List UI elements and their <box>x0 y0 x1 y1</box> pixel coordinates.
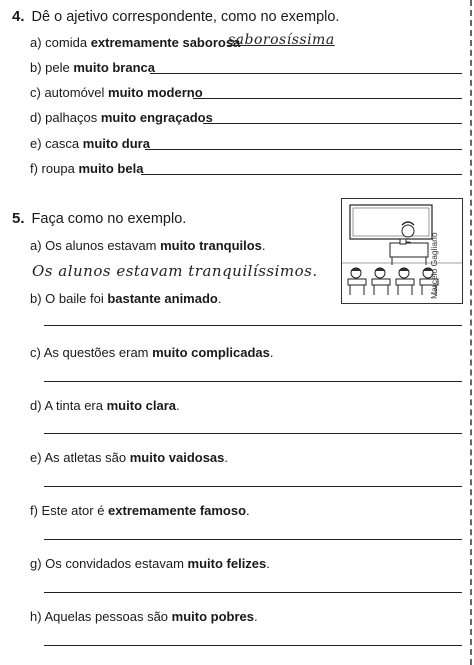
classroom-drawing-icon <box>342 199 462 303</box>
illustration-credit: Marcelo Gagliano <box>429 232 439 299</box>
q5-item-h-prefix: h) Aquelas pessoas são <box>30 609 169 624</box>
q5-item-b <box>30 291 221 306</box>
q5-item-e-prefix: e) As atletas são <box>30 450 127 465</box>
q5-item-h-suffix: . <box>254 609 258 624</box>
question-4-title <box>12 8 339 25</box>
q4-item-b-answer-line[interactable] <box>150 73 462 74</box>
q5-item-a-bold: muito tranquilos <box>160 238 262 253</box>
q4-item-e-answer-line[interactable] <box>145 149 462 150</box>
q5-item-h-answer-line[interactable] <box>44 645 462 646</box>
q4-item-a-answer: saborosíssima <box>228 32 335 48</box>
q4-item-c-bold: muito moderno <box>108 85 203 100</box>
q4-item-e <box>30 136 150 151</box>
q4-item-b-prefix: b) pele <box>30 60 70 75</box>
q5-item-d-suffix: . <box>175 398 180 413</box>
q5-item-f-prefix: f) Este ator é <box>30 503 105 518</box>
q5-item-d-answer-line[interactable] <box>44 433 462 434</box>
q5-item-c-prefix: c) As questões eram <box>30 345 149 360</box>
q4-item-a <box>30 35 240 50</box>
page-cut-line <box>470 0 472 665</box>
q5-item-g-prefix: g) Os convidados estavam <box>30 556 184 571</box>
q5-item-a-answer: Os alunos estavam tranquilíssimos. <box>32 262 318 280</box>
q5-item-c-suffix: . <box>269 345 274 360</box>
q5-item-a-suffix: . <box>261 238 266 253</box>
q5-item-g-suffix: . <box>266 556 270 571</box>
question-5-title <box>12 210 186 227</box>
q5-item-d-bold: muito clara <box>106 398 176 413</box>
q5-item-g <box>30 556 270 571</box>
q4-item-a-prefix: a) comida <box>30 35 88 50</box>
q4-item-b <box>30 60 155 75</box>
q5-item-c-answer-line[interactable] <box>44 381 462 382</box>
q5-item-f-answer-line[interactable] <box>44 539 462 540</box>
q5-item-b-suffix: . <box>217 291 222 306</box>
q4-item-f-answer-line[interactable] <box>141 174 462 175</box>
question-4-number: 4. <box>12 8 25 25</box>
q4-item-c-prefix: c) automóvel <box>30 85 105 100</box>
q5-item-f <box>30 503 250 518</box>
q5-item-e-suffix: . <box>224 450 229 465</box>
q5-item-d-prefix: d) A tinta era <box>30 398 103 413</box>
q4-item-f-prefix: f) roupa <box>30 161 75 176</box>
q4-item-c <box>30 85 203 100</box>
q4-item-e-bold: muito dura <box>82 136 150 151</box>
q4-item-d <box>30 110 213 125</box>
q5-item-e <box>30 450 228 465</box>
q4-item-a-bold: extremamente saborosa <box>90 35 241 50</box>
q4-item-f <box>30 161 143 176</box>
q5-item-a-prefix: a) Os alunos estavam <box>30 238 157 253</box>
q5-item-b-bold: bastante animado <box>107 291 218 306</box>
classroom-illustration <box>341 198 463 304</box>
question-4-text: Dê o ajetivo correspondente, como no exemplo. <box>31 9 340 25</box>
q5-item-h-bold: muito pobres <box>171 609 255 624</box>
q5-item-a <box>30 238 266 253</box>
q4-item-f-bold: muito bela <box>78 161 144 176</box>
q4-item-b-bold: muito branca <box>73 60 155 75</box>
question-5-text: Faça como no exemplo. <box>31 211 187 227</box>
q5-item-e-answer-line[interactable] <box>44 486 462 487</box>
q5-item-b-answer-line[interactable] <box>44 325 462 326</box>
q5-item-f-bold: extremamente famoso <box>108 503 247 518</box>
q4-item-c-answer-line[interactable] <box>193 98 462 99</box>
q4-item-d-bold: muito engraçados <box>100 110 213 125</box>
q5-item-e-bold: muito vaidosas <box>129 450 225 465</box>
q5-item-g-answer-line[interactable] <box>44 592 462 593</box>
q5-item-b-prefix: b) O baile foi <box>30 291 104 306</box>
question-5-number: 5. <box>12 210 25 227</box>
q5-item-c-bold: muito complicadas <box>152 345 270 360</box>
q5-item-c <box>30 345 274 360</box>
q4-item-d-answer-line[interactable] <box>203 123 462 124</box>
q5-item-g-bold: muito felizes <box>187 556 267 571</box>
q5-item-h <box>30 609 258 624</box>
q5-item-f-suffix: . <box>246 503 250 518</box>
q4-item-d-prefix: d) palhaços <box>30 110 98 125</box>
q4-item-e-prefix: e) casca <box>30 136 80 151</box>
q5-item-d <box>30 398 180 413</box>
